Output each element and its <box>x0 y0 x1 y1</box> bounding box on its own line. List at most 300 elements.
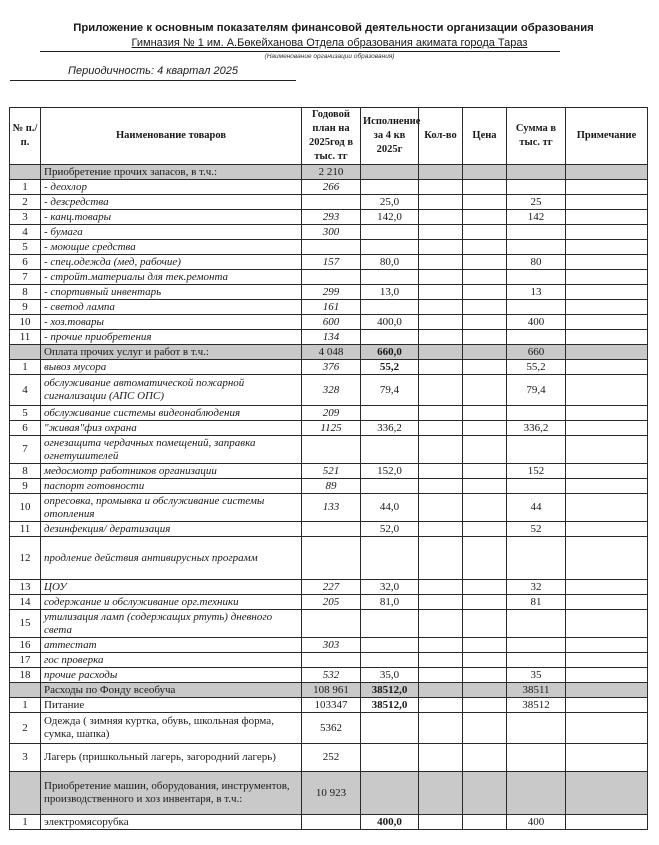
annual-plan: 252 <box>302 744 361 772</box>
price <box>463 165 507 180</box>
note <box>566 479 648 494</box>
quantity <box>419 522 463 537</box>
quantity <box>419 165 463 180</box>
item-name: опресовка, промывка и обслуживание системы отопления <box>41 494 302 522</box>
note <box>566 580 648 595</box>
table-row <box>10 479 648 494</box>
col-header-quantity: Кол-во <box>419 108 463 165</box>
annual-plan: 134 <box>302 330 361 345</box>
sum <box>507 772 566 815</box>
table-row <box>10 653 648 668</box>
item-name: Одежда ( зимняя куртка, обувь, школьная форма, сумка, шапка) <box>41 713 302 744</box>
execution: 81,0 <box>361 595 419 610</box>
document-title: Приложение к основным показателям финансовой деятельности организации образования <box>73 22 594 34</box>
table-row <box>10 240 648 255</box>
table-row <box>10 638 648 653</box>
table-row <box>10 330 648 345</box>
row-number: 13 <box>10 580 41 595</box>
sum <box>507 330 566 345</box>
note <box>566 421 648 436</box>
price <box>463 638 507 653</box>
execution: 25,0 <box>361 195 419 210</box>
organization-name: Гимназия № 1 им. А.Бөкейханова Отдела образования акимата города Тараз <box>131 37 528 49</box>
item-name: - светод лампа <box>41 300 302 315</box>
item-name: вывоз мусора <box>41 360 302 375</box>
row-number: 9 <box>10 300 41 315</box>
annual-plan <box>302 270 361 285</box>
quantity <box>419 595 463 610</box>
price <box>463 421 507 436</box>
row-number: 11 <box>10 522 41 537</box>
row-number: 6 <box>10 421 41 436</box>
table-row <box>10 210 648 225</box>
execution <box>361 744 419 772</box>
note <box>566 744 648 772</box>
execution <box>361 165 419 180</box>
table-row <box>10 436 648 464</box>
row-number: 12 <box>10 537 41 580</box>
sum: 25 <box>507 195 566 210</box>
sum <box>507 165 566 180</box>
price <box>463 375 507 406</box>
row-number: 5 <box>10 240 41 255</box>
section-header-row <box>10 345 648 360</box>
note <box>566 610 648 638</box>
note <box>566 698 648 713</box>
execution <box>361 638 419 653</box>
execution <box>361 772 419 815</box>
quantity <box>419 683 463 698</box>
table-row <box>10 815 648 830</box>
note <box>566 713 648 744</box>
annual-plan: 103347 <box>302 698 361 713</box>
annual-plan: 266 <box>302 180 361 195</box>
price <box>463 300 507 315</box>
table-row <box>10 285 648 300</box>
price <box>463 285 507 300</box>
row-number: 7 <box>10 436 41 464</box>
price <box>463 195 507 210</box>
row-number: 15 <box>10 610 41 638</box>
note <box>566 406 648 421</box>
note <box>566 330 648 345</box>
item-name: - прочие приобретения <box>41 330 302 345</box>
table-header-row <box>10 108 648 165</box>
item-name: Питание <box>41 698 302 713</box>
item-name: Приобретение машин, оборудования, инструментов, производственного и хоз инвентаря, в т.ч.: <box>41 772 302 815</box>
note <box>566 464 648 479</box>
execution: 32,0 <box>361 580 419 595</box>
sum <box>507 225 566 240</box>
col-header-name: Наименование товаров <box>41 108 302 165</box>
sum <box>507 744 566 772</box>
organization-caption: (Наименование организации образования) <box>264 53 395 60</box>
table-row <box>10 464 648 479</box>
sum <box>507 436 566 464</box>
annual-plan <box>302 537 361 580</box>
row-number <box>10 683 41 698</box>
price <box>463 436 507 464</box>
quantity <box>419 180 463 195</box>
table-row <box>10 360 648 375</box>
row-number: 1 <box>10 815 41 830</box>
execution: 400,0 <box>361 315 419 330</box>
sum <box>507 240 566 255</box>
item-name: ЦОУ <box>41 580 302 595</box>
item-name: электромясорубка <box>41 815 302 830</box>
item-name: - хоз.товары <box>41 315 302 330</box>
quantity <box>419 360 463 375</box>
row-number: 8 <box>10 285 41 300</box>
quantity <box>419 421 463 436</box>
quantity <box>419 638 463 653</box>
quantity <box>419 330 463 345</box>
price <box>463 744 507 772</box>
item-name: Лагерь (пришкольный лагерь, загородний лагерь) <box>41 744 302 772</box>
sum: 400 <box>507 315 566 330</box>
execution <box>361 270 419 285</box>
annual-plan: 328 <box>302 375 361 406</box>
sum: 38512 <box>507 698 566 713</box>
quantity <box>419 255 463 270</box>
execution: 142,0 <box>361 210 419 225</box>
table-row <box>10 180 648 195</box>
quantity <box>419 240 463 255</box>
price <box>463 360 507 375</box>
annual-plan: 133 <box>302 494 361 522</box>
note <box>566 255 648 270</box>
note <box>566 668 648 683</box>
quantity <box>419 285 463 300</box>
sum <box>507 300 566 315</box>
annual-plan: 376 <box>302 360 361 375</box>
table-row <box>10 744 648 772</box>
quantity <box>419 537 463 580</box>
price <box>463 464 507 479</box>
item-name: продление действия антивирусных программ <box>41 537 302 580</box>
quantity <box>419 713 463 744</box>
row-number: 9 <box>10 479 41 494</box>
note <box>566 638 648 653</box>
section-header-row <box>10 772 648 815</box>
sum: 13 <box>507 285 566 300</box>
sum: 152 <box>507 464 566 479</box>
sum <box>507 406 566 421</box>
item-name: - канц.товары <box>41 210 302 225</box>
row-number <box>10 165 41 180</box>
annual-plan: 1125 <box>302 421 361 436</box>
row-number: 3 <box>10 210 41 225</box>
row-number: 17 <box>10 653 41 668</box>
annual-plan: 300 <box>302 225 361 240</box>
annual-plan: 157 <box>302 255 361 270</box>
sum: 52 <box>507 522 566 537</box>
note <box>566 375 648 406</box>
quantity <box>419 300 463 315</box>
annual-plan <box>302 653 361 668</box>
item-name: обслуживание автоматической пожарной сигнализации (АПС ОПС) <box>41 375 302 406</box>
row-number: 1 <box>10 698 41 713</box>
execution: 13,0 <box>361 285 419 300</box>
price <box>463 698 507 713</box>
quantity <box>419 375 463 406</box>
table-row <box>10 406 648 421</box>
col-header-note: Примечание <box>566 108 648 165</box>
sum <box>507 610 566 638</box>
execution <box>361 406 419 421</box>
table-row <box>10 494 648 522</box>
row-number <box>10 345 41 360</box>
annual-plan: 108 961 <box>302 683 361 698</box>
row-number: 1 <box>10 360 41 375</box>
row-number: 2 <box>10 195 41 210</box>
execution: 80,0 <box>361 255 419 270</box>
price <box>463 315 507 330</box>
row-number: 18 <box>10 668 41 683</box>
item-name: утилизация ламп (содержащих ртуть) дневного света <box>41 610 302 638</box>
execution: 38512,0 <box>361 698 419 713</box>
item-name: - моющие средства <box>41 240 302 255</box>
annual-plan: 532 <box>302 668 361 683</box>
sum <box>507 713 566 744</box>
note <box>566 436 648 464</box>
section-header-row <box>10 683 648 698</box>
quantity <box>419 668 463 683</box>
execution: 55,2 <box>361 360 419 375</box>
table-row <box>10 255 648 270</box>
item-name: паспорт готовности <box>41 479 302 494</box>
table-row <box>10 610 648 638</box>
table-row <box>10 421 648 436</box>
note <box>566 240 648 255</box>
price <box>463 180 507 195</box>
col-header-annual-plan: Годовой план на 2025год в тыс. тг <box>302 108 361 165</box>
annual-plan: 2 210 <box>302 165 361 180</box>
table-row <box>10 698 648 713</box>
quantity <box>419 815 463 830</box>
item-name: гос проверка <box>41 653 302 668</box>
annual-plan: 205 <box>302 595 361 610</box>
section-header-row <box>10 165 648 180</box>
sum: 44 <box>507 494 566 522</box>
item-name: - спец.одежда (мед, рабочие) <box>41 255 302 270</box>
sum: 79,4 <box>507 375 566 406</box>
sum: 81 <box>507 595 566 610</box>
note <box>566 300 648 315</box>
price <box>463 653 507 668</box>
note <box>566 225 648 240</box>
price <box>463 255 507 270</box>
price <box>463 772 507 815</box>
item-name: - деохлор <box>41 180 302 195</box>
note <box>566 815 648 830</box>
sum: 55,2 <box>507 360 566 375</box>
row-number: 16 <box>10 638 41 653</box>
row-number: 6 <box>10 255 41 270</box>
sum: 400 <box>507 815 566 830</box>
row-number: 1 <box>10 180 41 195</box>
sum <box>507 537 566 580</box>
quantity <box>419 653 463 668</box>
item-name: огнезащита чердачных помещений, заправка огнетушителей <box>41 436 302 464</box>
price <box>463 580 507 595</box>
quantity <box>419 464 463 479</box>
price <box>463 522 507 537</box>
expense-report-table <box>9 107 648 830</box>
annual-plan: 303 <box>302 638 361 653</box>
execution: 336,2 <box>361 421 419 436</box>
execution <box>361 653 419 668</box>
period-underline <box>10 80 296 81</box>
sum <box>507 270 566 285</box>
item-name: содержание и обслуживание орг.техники <box>41 595 302 610</box>
execution: 660,0 <box>361 345 419 360</box>
sum <box>507 653 566 668</box>
note <box>566 285 648 300</box>
price <box>463 240 507 255</box>
table-row <box>10 595 648 610</box>
item-name: Приобретение прочих запасов, в т.ч.: <box>41 165 302 180</box>
price <box>463 270 507 285</box>
col-header-price: Цена <box>463 108 507 165</box>
table-row <box>10 270 648 285</box>
row-number: 4 <box>10 225 41 240</box>
execution: 38512,0 <box>361 683 419 698</box>
quantity <box>419 270 463 285</box>
price <box>463 668 507 683</box>
sum: 336,2 <box>507 421 566 436</box>
item-name: Оплата прочих услуг и работ в т.ч.: <box>41 345 302 360</box>
execution <box>361 610 419 638</box>
execution <box>361 300 419 315</box>
note <box>566 522 648 537</box>
annual-plan: 161 <box>302 300 361 315</box>
execution <box>361 713 419 744</box>
price <box>463 330 507 345</box>
note <box>566 653 648 668</box>
sum: 80 <box>507 255 566 270</box>
sum <box>507 638 566 653</box>
row-number: 5 <box>10 406 41 421</box>
col-header-sum: Сумма в тыс. тг <box>507 108 566 165</box>
organization-underline <box>40 51 560 52</box>
note <box>566 683 648 698</box>
price <box>463 595 507 610</box>
note <box>566 210 648 225</box>
price <box>463 479 507 494</box>
price <box>463 494 507 522</box>
annual-plan <box>302 436 361 464</box>
annual-plan: 10 923 <box>302 772 361 815</box>
quantity <box>419 744 463 772</box>
execution <box>361 330 419 345</box>
price <box>463 537 507 580</box>
annual-plan: 89 <box>302 479 361 494</box>
reporting-period: Периодичность: 4 квартал 2025 <box>68 65 238 77</box>
execution <box>361 180 419 195</box>
execution: 35,0 <box>361 668 419 683</box>
note <box>566 494 648 522</box>
annual-plan <box>302 610 361 638</box>
quantity <box>419 210 463 225</box>
item-name: Расходы по Фонду всеобуча <box>41 683 302 698</box>
execution <box>361 436 419 464</box>
annual-plan <box>302 815 361 830</box>
execution: 400,0 <box>361 815 419 830</box>
row-number: 7 <box>10 270 41 285</box>
annual-plan <box>302 195 361 210</box>
execution: 152,0 <box>361 464 419 479</box>
row-number: 10 <box>10 315 41 330</box>
note <box>566 537 648 580</box>
annual-plan: 299 <box>302 285 361 300</box>
price <box>463 713 507 744</box>
item-name: аттестат <box>41 638 302 653</box>
col-header-execution: Исполнение за 4 кв 2025г <box>361 108 419 165</box>
table-row <box>10 713 648 744</box>
price <box>463 610 507 638</box>
table-row <box>10 537 648 580</box>
note <box>566 345 648 360</box>
note <box>566 360 648 375</box>
note <box>566 270 648 285</box>
note <box>566 180 648 195</box>
table-row <box>10 522 648 537</box>
col-header-number: № п./п. <box>10 108 41 165</box>
item-name: дезинфекция/ дератизация <box>41 522 302 537</box>
annual-plan: 600 <box>302 315 361 330</box>
quantity <box>419 345 463 360</box>
table-row <box>10 375 648 406</box>
quantity <box>419 406 463 421</box>
price <box>463 225 507 240</box>
item-name: - спортивный инвентарь <box>41 285 302 300</box>
execution: 44,0 <box>361 494 419 522</box>
sum <box>507 479 566 494</box>
execution: 79,4 <box>361 375 419 406</box>
row-number: 8 <box>10 464 41 479</box>
execution <box>361 537 419 580</box>
note <box>566 595 648 610</box>
row-number: 2 <box>10 713 41 744</box>
item-name: прочие расходы <box>41 668 302 683</box>
row-number: 4 <box>10 375 41 406</box>
row-number <box>10 772 41 815</box>
price <box>463 406 507 421</box>
sum: 660 <box>507 345 566 360</box>
quantity <box>419 610 463 638</box>
table-body <box>10 165 648 830</box>
note <box>566 195 648 210</box>
execution <box>361 479 419 494</box>
note <box>566 165 648 180</box>
execution: 52,0 <box>361 522 419 537</box>
table-row <box>10 300 648 315</box>
item-name: "живая"физ охрана <box>41 421 302 436</box>
sum: 35 <box>507 668 566 683</box>
quantity <box>419 195 463 210</box>
annual-plan <box>302 522 361 537</box>
table-row <box>10 668 648 683</box>
annual-plan: 521 <box>302 464 361 479</box>
note <box>566 315 648 330</box>
table-row <box>10 580 648 595</box>
row-number: 11 <box>10 330 41 345</box>
annual-plan: 227 <box>302 580 361 595</box>
row-number: 10 <box>10 494 41 522</box>
quantity <box>419 479 463 494</box>
price <box>463 815 507 830</box>
